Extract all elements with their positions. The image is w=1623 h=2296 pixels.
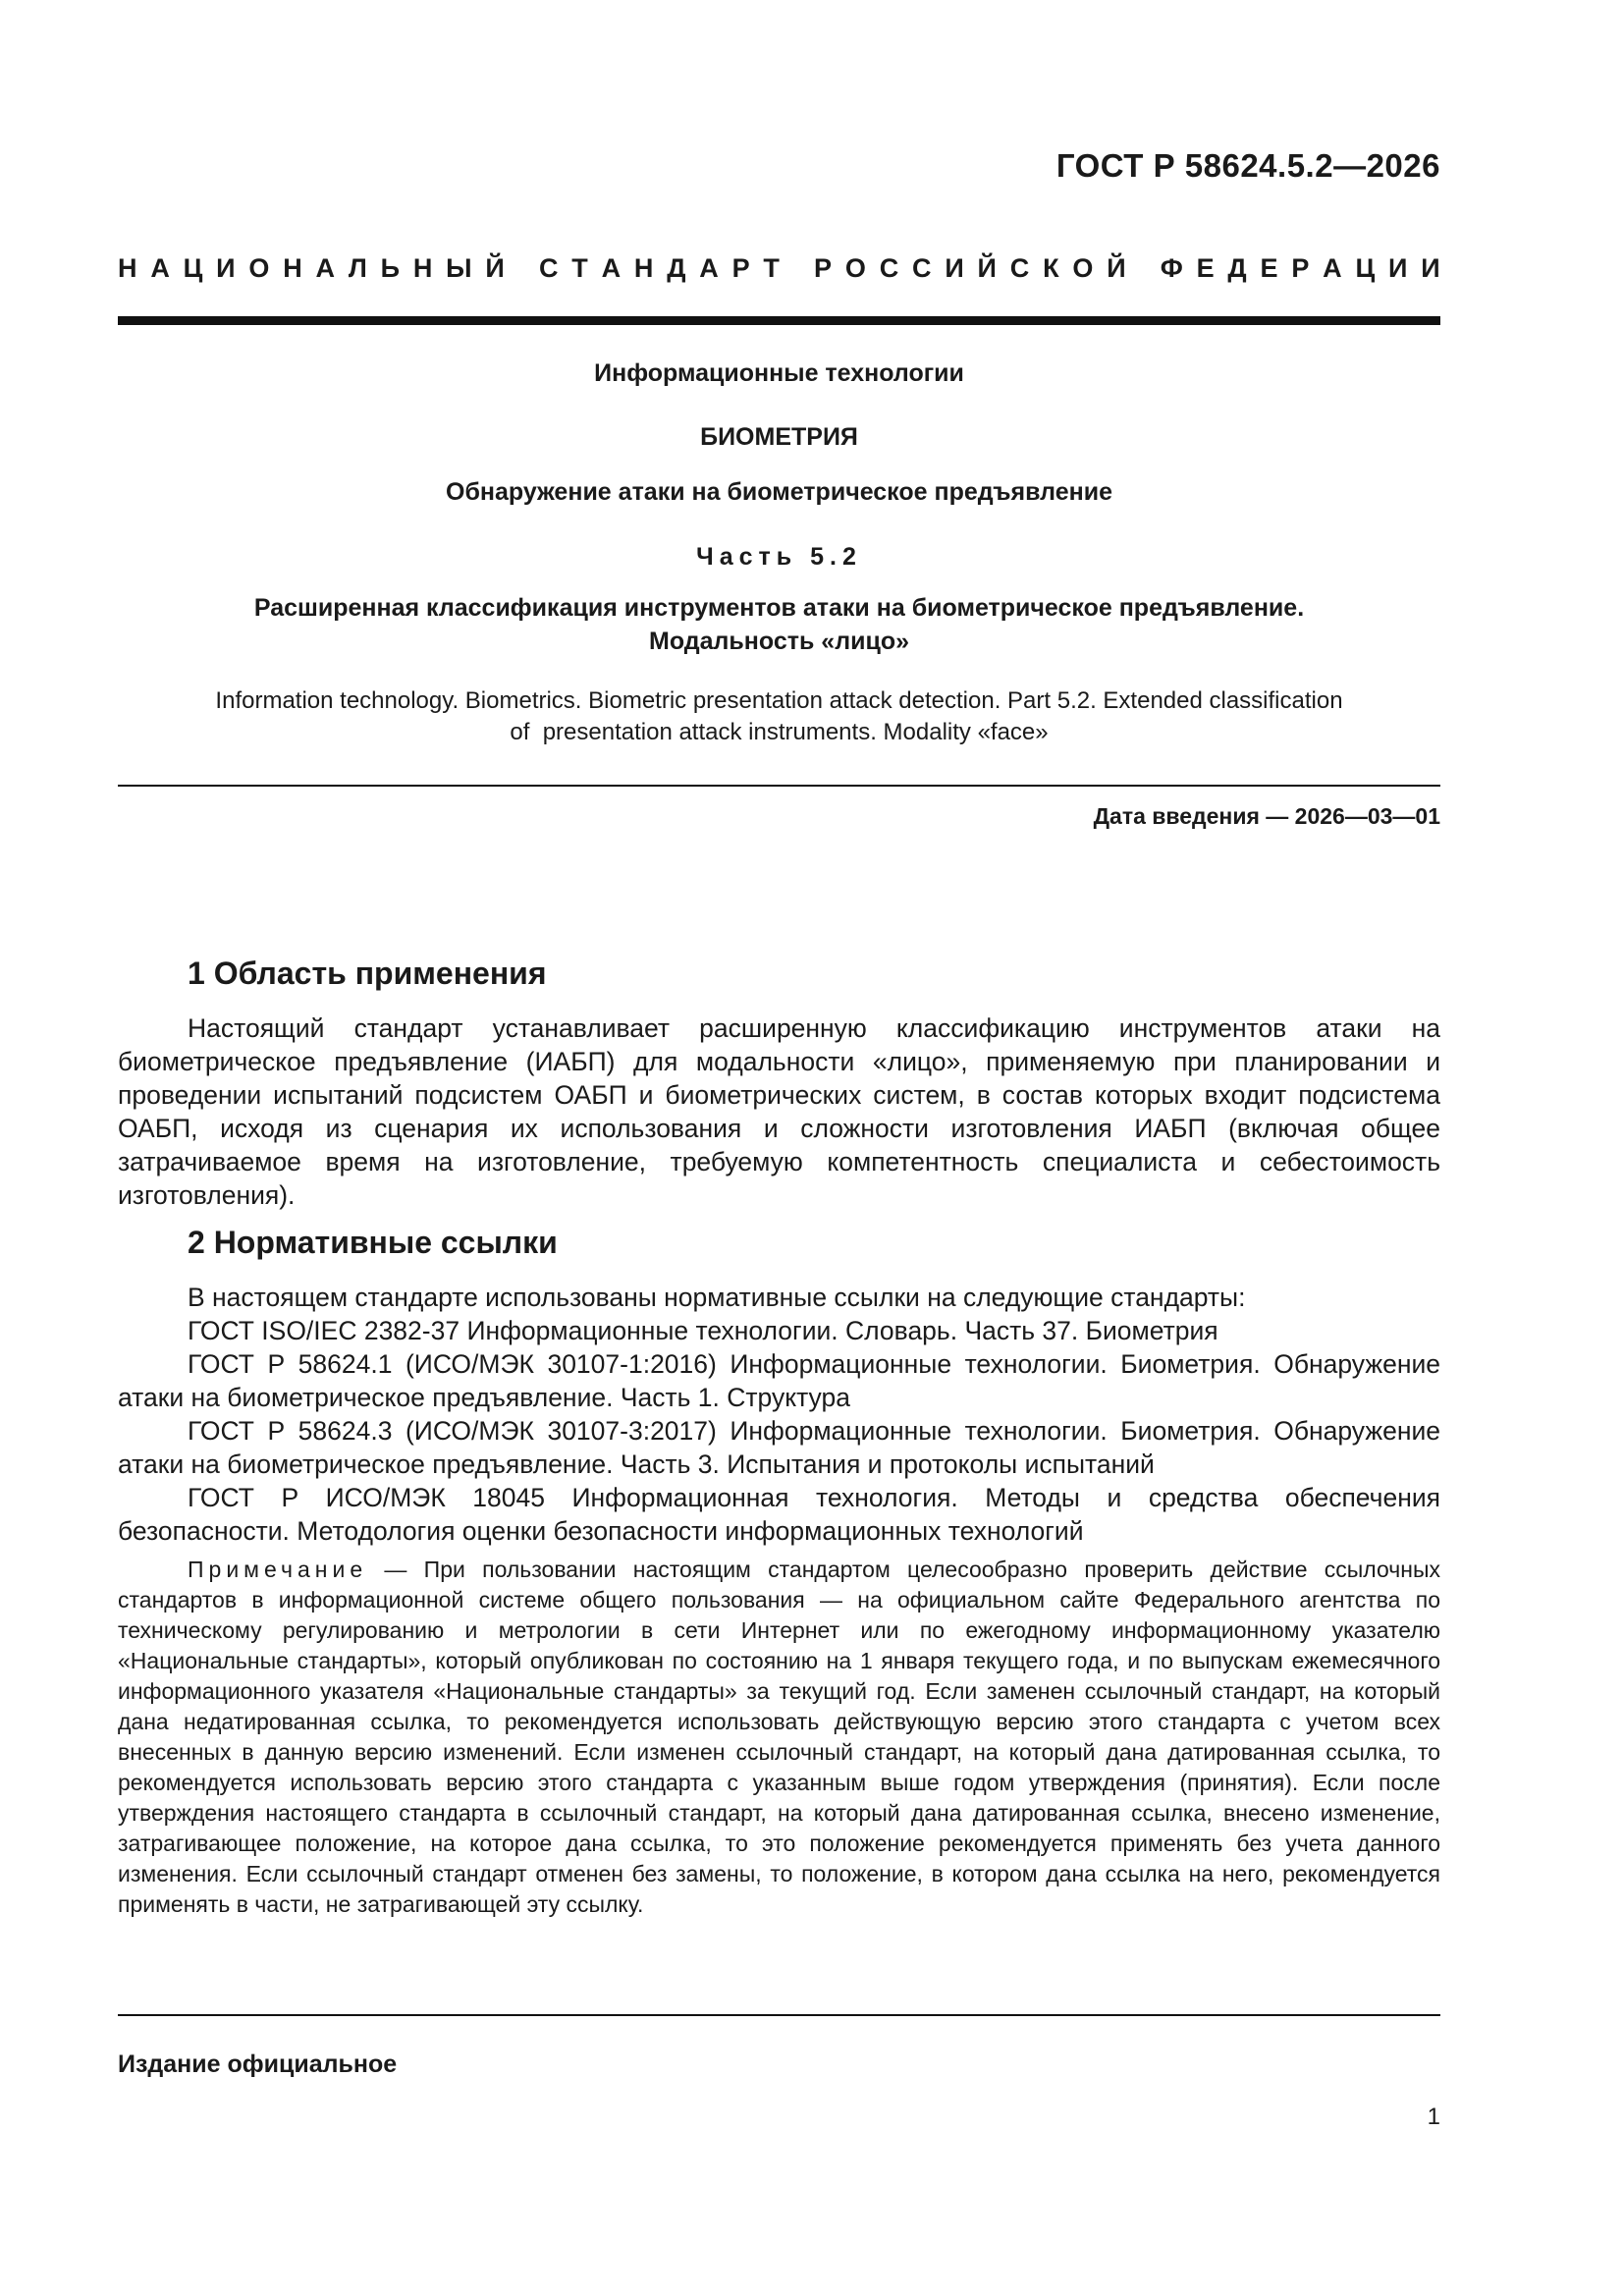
part-label: Часть 5.2 [696,543,862,571]
english-title-line-2: of presentation attack instruments. Modality «face» [510,719,1049,745]
title-separator-rule [118,785,1440,787]
subtitle-line-1: Расширенная классификация инструментов атаки на биометрическое предъявление. [253,594,1305,622]
english-title-line-1: Information technology. Biometrics. Biometric presentation attack detection. Part 5.2. Extended classification [215,687,1343,714]
section-1-text: Настоящий стандарт устанавливает расширенную классификацию инструментов атаки на биометрическое предъявление (ИАБП) для модальности «лицо», применяемую при планировании и проведении испытаний подсистем ОАБП и биометрических систем, в состав которых входит подсистема ОАБП, исходя из сценария их использования и сложности изготовления ИАБП (включая общее затрачиваемое время на изготовление, требуемую компетентность специалиста и себестоимость изготовления). [118,1013,1440,1210]
references-list [118,1281,1440,1548]
official-edition-label: Издание официальное [118,2050,398,2078]
reference-item: ГОСТ Р 58624.1 (ИСО/МЭК 30107-1:2016) Информационные технологии. Биометрия. Обнаружение атаки на биометрическое предъявление. Часть 1. Структура [118,1349,1440,1412]
references-intro: В настоящем стандарте использованы нормативные ссылки на следующие стандарты: [188,1283,1246,1312]
reference-item: ГОСТ Р ИСО/МЭК 18045 Информационная технология. Методы и средства обеспечения безопасности. Методология оценки безопасности информационных технологий [118,1483,1440,1546]
title-line-2: БИОМЕТРИЯ [700,423,858,451]
section-1-heading: 1 Область применения [188,956,547,991]
english-title [118,685,1440,748]
note-label: Примечание [188,1557,368,1582]
subtitle [118,591,1440,658]
reference-item: ГОСТ ISO/IEC 2382-37 Информационные технологии. Словарь. Часть 37. Биометрия [188,1316,1218,1345]
header-thick-rule [118,316,1440,325]
page-number: 1 [1427,2104,1440,2130]
title-line-3: Обнаружение атаки на биометрическое предъявление [446,478,1112,506]
title-line-1: Информационные технологии [594,359,964,387]
national-standard-banner: Н А Ц И О Н А Л Ь Н Ы Й С Т А Н Д А Р Т Р О С С И Й С К О Й Ф Е Д Е Р А Ц И И [118,253,1440,283]
note-text: — При пользовании настоящим стандартом целесообразно проверить действие ссылочных стандартов в информационной системе общего пользования — на официальном сайте Федерального агентства по техническому регулированию и метрологии в сети Интернет или по ежегодному информационному указателю «Национальные стандарты», который опубликован по состоянию на 1 января текущего года, и по выпускам ежемесячного информационного указателя «Национальные стандарты» за текущий год. Если заменен ссылочный стандарт, на который дана недатированная ссылка, то рекомендуется использовать действующую версию этого стандарта с учетом всех внесенных в данную версию изменений. Если изменен ссылочный стандарт, на который дана датированная ссылка, то рекомендуется использовать версию этого стандарта с указанным выше годом утверждения (принятия). Если после утверждения настоящего стандарта в ссылочный стандарт, на который дана датированная ссылка, внесено изменение, затрагивающее положение, на которое дана ссылка, то это положение рекомендуется применять без учета данного изменения. Если ссылочный стандарт отменен без замены, то положение, в котором дана ссылка на него, рекомендуется применять в части, не затрагивающей эту ссылку. [118,1557,1440,1917]
reference-item: ГОСТ Р 58624.3 (ИСО/МЭК 30107-3:2017) Информационные технологии. Биометрия. Обнаружение атаки на биометрическое предъявление. Часть 3. Испытания и протоколы испытаний [118,1416,1440,1479]
subtitle-line-2: Модальность «лицо» [649,628,909,655]
footer-rule [118,2014,1440,2016]
note [118,1555,1440,1920]
document-number: ГОСТ Р 58624.5.2—2026 [1055,147,1440,184]
section-2-heading: 2 Нормативные ссылки [188,1225,558,1260]
introduction-date: Дата введения — 2026—03—01 [1093,803,1440,829]
